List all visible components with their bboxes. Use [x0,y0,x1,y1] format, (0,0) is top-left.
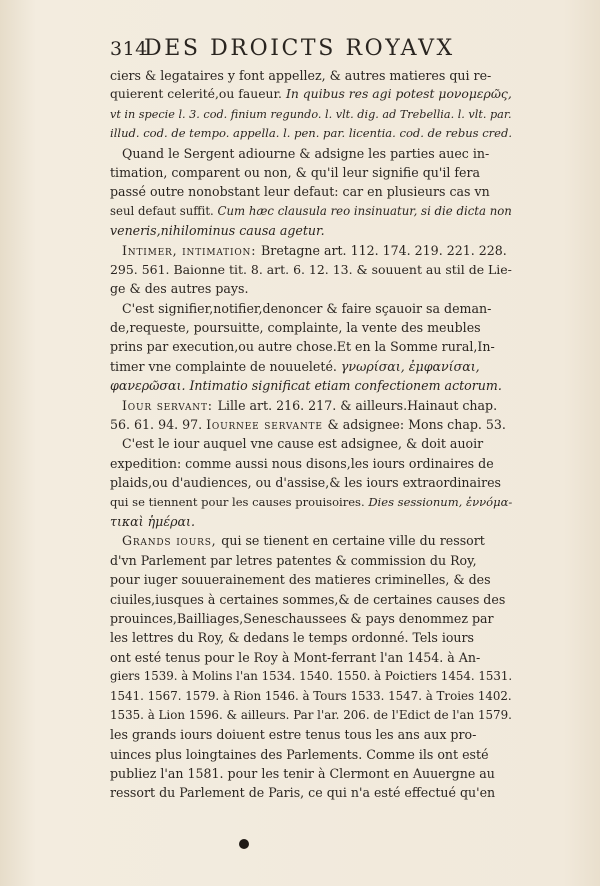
entry-headword: Iour servant: [122,397,218,413]
text-line [110,706,512,725]
text-line [110,551,512,570]
text-line [110,241,512,260]
text-line [110,144,512,163]
text-line [110,764,512,783]
text-segment: prins par execution,ou autre chose.Et en la Somme rural,In- [110,339,495,355]
text-line [110,687,512,706]
text-line [110,628,512,647]
text-segment: C'est le iour auquel vne cause est adsignee, & doit auoir [122,436,484,452]
text-line [110,85,512,104]
text-line [110,202,512,221]
text-segment: & adsignee: Mons chap. 53. [327,417,506,433]
text-segment: passé outre nonobstant leur defaut: car en plusieurs cas vn [110,184,490,200]
text-segment: qui se tienent en certaine ville du ressort [221,533,485,549]
entry-headword: Intimer, intimation: [122,242,262,258]
text-segment: de,requeste, poursuitte, complainte, la vente des meubles [110,320,481,336]
ornament-dot-icon [239,839,249,849]
text-segment: prouinces,Bailliages,Seneschaussees & pays denommez par [110,610,494,626]
text-segment: les lettres du Roy, & dedans le temps ordonné. Tels iours [110,630,475,646]
text-segment: expedition: comme aussi nous disons,les iours ordinaires de [110,455,494,471]
text-line [110,531,512,550]
entry-headword: Iournee servante [206,417,328,433]
text-line [110,783,512,802]
text-line [110,105,512,124]
text-line [110,221,512,240]
text-line [110,396,512,415]
text-segment: publiez l'an 1581. pour les tenir à Clermont en Auuergne au [110,766,495,782]
text-line [110,337,512,356]
text-line [110,725,512,744]
text-line [110,415,512,434]
text-segment: ressort du Parlement de Paris, ce qui n'a esté effectué qu'en [110,785,496,801]
text-segment: 295. 561. Baionne tit. 8. art. 6. 12. 13. & souuent au stil de Lie- [110,261,512,277]
text-line [110,493,512,512]
text-line [110,434,512,453]
text-line [110,376,512,395]
text-segment: ont esté tenus pour le Roy à Mont-ferrant l'an 1454. à An- [110,649,481,665]
text-line [110,357,512,376]
text-segment: d'vn Parlement par letres patentes & commission du Roy, [110,552,477,568]
text-segment: Quand le Sergent adiourne & adsigne les parties auec in- [122,145,490,161]
text-line [110,570,512,589]
text-line [110,318,512,337]
text-line [110,260,512,279]
text-segment: qui se tiennent pour les causes prouisoires. [110,494,369,509]
latin-citation: illud. cod. de tempo. appella. l. pen. par. licentia. cod. de rebus cred. [110,126,512,141]
text-line [110,590,512,609]
latin-citation: veneris,nihilominus causa agetur. [110,223,325,239]
text-segment: les grands iours doiuent estre tenus tous les ans aux pro- [110,727,477,743]
text-segment: 56. 61. 94. 97. [110,417,207,433]
entry-headword: Grands iours, [122,533,222,549]
latin-citation: φανερῶσαι. Intimatio significat etiam confectionem actorum. [110,378,502,394]
text-segment: timation, comparent ou non, & qu'il leur signifie qu'il fera [110,164,481,180]
text-line [110,473,512,492]
text-segment: C'est signifier,notifier,denoncer & faire sçauoir sa deman- [122,300,492,316]
text-segment: ciuiles,iusques à certaines sommes,& de certaines causes des [110,591,506,607]
text-line [110,648,512,667]
text-segment: ge & des autres pays. [110,281,249,297]
text-line [110,454,512,473]
text-line [110,66,512,85]
text-segment: plaids,ou d'audiences, ou d'assise,& les iours extraordinaires [110,475,502,491]
text-line [110,163,512,182]
text-line [110,124,512,143]
text-segment: ciers & legataires y font appellez, & autres matieres qui re- [110,68,492,83]
text-segment: pour iuger souuerainement des matieres criminelles, & des [110,572,491,588]
text-segment: Lille art. 216. 217. & ailleurs.Hainaut chap. [217,397,498,413]
latin-citation: Cum hæc clausula reo insinuatur, si die dicta non [217,203,512,218]
text-line [110,512,512,531]
latin-citation: Dies sessionum, ἐννόμα- [368,494,512,509]
text-segment: giers 1539. à Molins l'an 1534. 1540. 1550. à Poictiers 1454. 1531. [110,669,512,684]
text-segment: quierent celerité,ou faueur. [110,87,286,102]
text-line [110,279,512,298]
text-segment: uinces plus loingtaines des Parlements. Comme ils ont esté [110,746,489,762]
text-line [110,299,512,318]
page-header [110,36,510,70]
text-line [110,182,512,201]
text-line [110,667,512,686]
body-text [110,66,512,803]
text-segment: timer vne complainte de nouueleté. [110,358,341,374]
page-number: 314 [110,38,148,60]
running-head: DES DROICTS ROYAVX [144,36,455,61]
text-segment: 1535. à Lion 1596. & ailleurs. Par l'ar. 206. de l'Edict de l'an 1579. [110,707,512,722]
latin-citation: τικαὶ ἡμέραι. [110,513,195,529]
text-line [110,609,512,628]
text-line [110,745,512,764]
text-segment: Bretagne art. 112. 174. 219. 221. 228. [261,242,507,258]
text-segment: seul defaut suffit. [110,203,218,218]
latin-citation: vt in specie l. 3. cod. finium regundo. l. vlt. dig. ad Trebellia. l. vlt. par. [110,107,512,121]
latin-citation: In quibus res agi potest μονομερῶς, [285,87,512,102]
latin-citation: γνωρίσαι, ἐμφανίσαι, [340,358,480,374]
text-segment: 1541. 1567. 1579. à Rion 1546. à Tours 1533. 1547. à Troies 1402. [110,688,512,703]
